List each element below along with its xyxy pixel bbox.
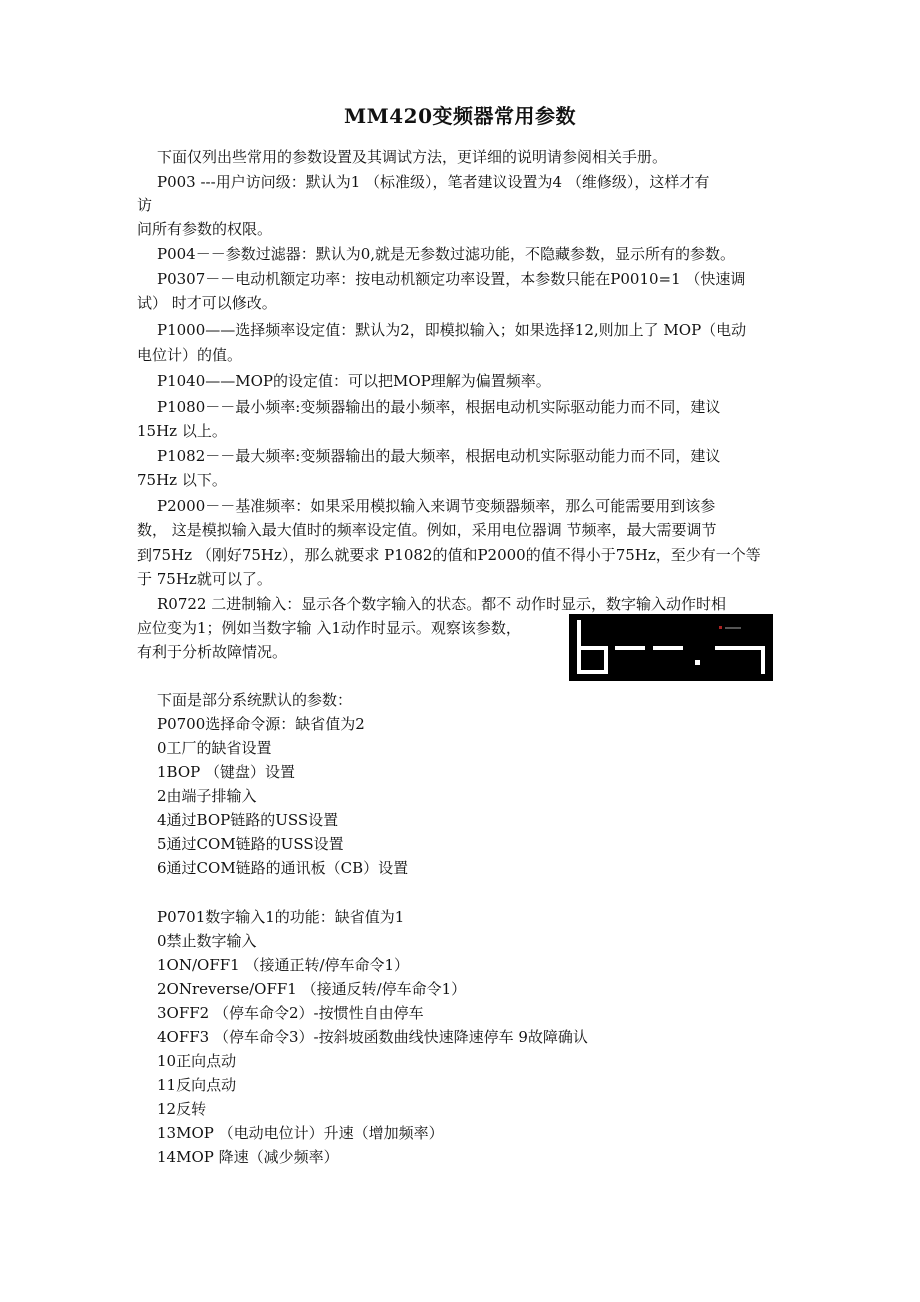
p0701-option: 14MOP 降速（减少频率） — [157, 1148, 339, 1166]
p0700-option: 1BOP （键盘）设置 — [157, 763, 296, 781]
r0722-line-2: 应位变为1；例如当数字输 入1动作时显示。观察该参数， — [137, 619, 521, 637]
p1040-line: P1040——MOP的设定值：可以把MOP理解为偏置频率。 — [157, 372, 551, 390]
segment-display-icon — [569, 614, 773, 681]
p0307-line-2: 试） 时才可以修改。 — [137, 294, 277, 312]
p0701-option: 10正向点动 — [157, 1052, 237, 1070]
p004-line: P004－－参数过滤器：默认为0,就是无参数过滤功能，不隐藏参数，显示所有的参数。 — [157, 245, 736, 263]
intro-line: 下面仅列出些常用的参数设置及其调试方法，更详细的说明请参阅相关手册。 — [157, 148, 668, 166]
p0307-line-1: P0307－－电动机额定功率：按电动机额定功率设置，本参数只能在P0010=1 （快速调 — [157, 270, 746, 288]
p0700-heading: P0700选择命令源：缺省值为2 — [157, 715, 365, 733]
defaults-intro: 下面是部分系统默认的参数： — [157, 691, 353, 709]
p1082-line-1: P1082－－最大频率:变频器输出的最大频率，根据电动机实际驱动能力而不同，建议 — [157, 447, 721, 465]
p0701-option: 0禁止数字输入 — [157, 932, 257, 950]
p0701-option: 3OFF2 （停车命令2）-按惯性自由停车 — [157, 1004, 424, 1022]
p0700-option: 2由端子排输入 — [157, 787, 257, 805]
p1080-line-2: 15Hz 以上。 — [137, 422, 227, 440]
document-title: MM420变频器常用参数 — [343, 104, 577, 128]
bop-display-image — [569, 614, 773, 681]
p2000-line-2: 数， 这是模拟输入最大值时的频率设定值。例如，采用电位器调 节频率，最大需要调节 — [137, 521, 717, 539]
p0700-option: 5通过COM链路的USS设置 — [157, 835, 344, 853]
p0700-option: 0工厂的缺省设置 — [157, 739, 272, 757]
p1080-line-1: P1080－－最小频率:变频器输出的最小频率，根据电动机实际驱动能力而不同，建议 — [157, 398, 721, 416]
p0700-option: 6通过COM链路的通讯板（CB）设置 — [157, 859, 409, 877]
p0701-option: 4OFF3 （停车命令3）-按斜坡函数曲线快速降速停车 9故障确认 — [157, 1028, 588, 1046]
p0701-option: 1ON/OFF1 （接通正转/停车命令1） — [157, 956, 410, 974]
p0701-option: 13MOP （电动电位计）升速（增加频率） — [157, 1124, 444, 1142]
p2000-line-4: 于 75Hz就可以了。 — [137, 570, 272, 588]
p2000-line-1: P2000－－基准频率：如果采用模拟输入来调节变频器频率，那么可能需要用到该参 — [157, 497, 716, 515]
p0700-option: 4通过BOP链路的USS设置 — [157, 811, 339, 829]
p003-line-3: 问所有参数的权限。 — [137, 220, 273, 238]
p0701-option: 12反转 — [157, 1100, 207, 1118]
p0701-heading: P0701数字输入1的功能：缺省值为1 — [157, 908, 405, 926]
r0722-line-3: 有利于分析故障情况。 — [137, 643, 288, 661]
p1000-line-1: P1000——选择频率设定值：默认为2，即模拟输入；如果选择12,则加上了 MOP（电动 — [157, 321, 747, 339]
p003-line-2: 访 — [137, 196, 153, 214]
r0722-line-1: R0722 二进制输入：显示各个数字输入的状态。都不 动作时显示，数字输入动作时相 — [157, 595, 727, 613]
p1082-line-2: 75Hz 以下。 — [137, 471, 227, 489]
p1000-line-2: 电位计）的值。 — [137, 346, 243, 364]
p0701-option: 2ONreverse/OFF1 （接通反转/停车命令1） — [157, 980, 467, 998]
p0701-option: 11反向点动 — [157, 1076, 237, 1094]
p2000-line-3: 到75Hz （刚好75Hz），那么就要求 P1082的值和P2000的值不得小于75Hz，至少有一个等 — [137, 546, 761, 564]
p003-line-1: P003 ---用户访问级：默认为1 （标准级），笔者建议设置为4 （维修级），这样才有 — [157, 173, 710, 191]
